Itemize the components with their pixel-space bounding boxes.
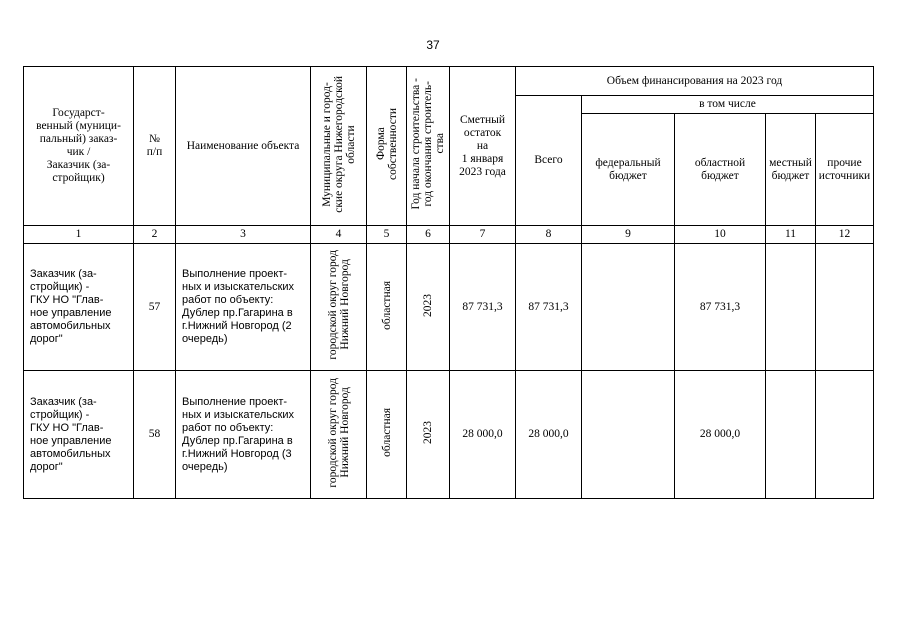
row-total: 87 731,3	[516, 244, 582, 371]
row-municipality-text: городской округ город Нижний Новгород	[326, 377, 351, 488]
row-ownership	[367, 244, 407, 371]
row-years-text: 2023	[422, 293, 434, 317]
row-number: 58	[134, 371, 176, 499]
row-total: 28 000,0	[516, 371, 582, 499]
header-other-text: прочие источники	[818, 156, 871, 182]
row-municipality	[311, 244, 367, 371]
header-federal-text: федеральный бюджет	[595, 156, 661, 182]
row-object-name	[176, 371, 311, 499]
column-number: 1	[24, 226, 134, 244]
row-years-text: 2023	[422, 421, 434, 444]
row-municipality	[311, 371, 367, 499]
row-customer-text: Заказчик (за- стройщик) - ГКУ НО "Глав- ное управление автомобильных дорог"	[30, 395, 112, 473]
column-number-row	[24, 226, 874, 244]
header-regional-text: областной бюджет	[694, 156, 746, 182]
header-years-text: Год начала строительства - год окончания строитель- ства	[410, 78, 446, 210]
header-number-text: № п/п	[146, 133, 163, 158]
header-municipality	[311, 67, 367, 226]
row-number: 57	[134, 244, 176, 371]
row-estimated-balance: 28 000,0	[450, 371, 516, 499]
row-federal	[582, 371, 675, 499]
column-number: 9	[582, 226, 675, 244]
header-funding-volume	[516, 67, 874, 96]
column-number: 6	[407, 226, 450, 244]
header-number	[134, 67, 176, 226]
row-estimated-balance: 87 731,3	[450, 244, 516, 371]
column-number: 2	[134, 226, 176, 244]
page-number: 37	[426, 38, 440, 52]
row-customer-text: Заказчик (за- стройщик) - ГКУ НО "Глав- ное управление автомобильных дорог"	[30, 268, 112, 345]
header-total	[516, 96, 582, 226]
header-years	[407, 67, 450, 226]
column-number: 3	[176, 226, 311, 244]
header-estimated-balance	[450, 67, 516, 226]
row-object-name-text: Выполнение проект- ных и изыскательских работ по объекту: Дублер пр.Гагарина в г.Нижний Новгород (3 очередь)	[182, 395, 295, 473]
header-customer	[24, 67, 134, 226]
column-number: 7	[450, 226, 516, 244]
row-regional: 28 000,0	[675, 371, 766, 499]
column-number: 5	[367, 226, 407, 244]
header-federal	[582, 114, 675, 226]
row-ownership-text: областная	[380, 408, 393, 457]
header-ownership-text: Форма собственности	[374, 108, 399, 180]
header-regional	[675, 114, 766, 226]
row-years	[407, 371, 450, 499]
financing-table	[23, 66, 874, 499]
header-local	[766, 114, 816, 226]
header-estimated-balance-text: Сметный остаток на 1 января 2023 года	[459, 113, 506, 178]
header-including	[582, 96, 874, 114]
row-municipality-text: городской округ город Нижний Новгород	[326, 250, 351, 360]
row-customer	[24, 244, 134, 371]
column-number: 11	[766, 226, 816, 244]
row-federal	[582, 244, 675, 371]
row-ownership	[367, 371, 407, 499]
header-funding-volume-text: Объем финансирования на 2023 год	[606, 74, 783, 87]
header-object-name-text: Наименование объекта	[186, 139, 300, 152]
row-local	[766, 244, 816, 371]
row-years	[407, 244, 450, 371]
row-local	[766, 371, 816, 499]
column-number: 8	[516, 226, 582, 244]
header-ownership	[367, 67, 407, 226]
header-other	[816, 114, 874, 226]
row-object-name-text: Выполнение проект- ных и изыскательских работ по объекту: Дублер пр.Гагарина в г.Нижний Новгород (2 очередь)	[182, 268, 295, 345]
column-number: 12	[816, 226, 874, 244]
header-municipality-text: Муниципальные и город- ские округа Нижегородской области	[320, 75, 357, 213]
row-object-name	[176, 244, 311, 371]
row-regional: 87 731,3	[675, 244, 766, 371]
table-row	[24, 371, 874, 499]
header-customer-text: Государст- венный (муници- пальный) заказ- чик / Заказчик (за- стройщик)	[36, 107, 121, 184]
column-number: 10	[675, 226, 766, 244]
row-other	[816, 371, 874, 499]
table-row	[24, 244, 874, 371]
header-local-text: местный бюджет	[769, 156, 812, 182]
row-other	[816, 244, 874, 371]
row-customer	[24, 371, 134, 499]
header-object-name	[176, 67, 311, 226]
row-ownership-text: областная	[380, 280, 393, 330]
column-number: 4	[311, 226, 367, 244]
header-including-text: в том числе	[699, 98, 756, 110]
header-total-text: Всего	[534, 154, 563, 166]
